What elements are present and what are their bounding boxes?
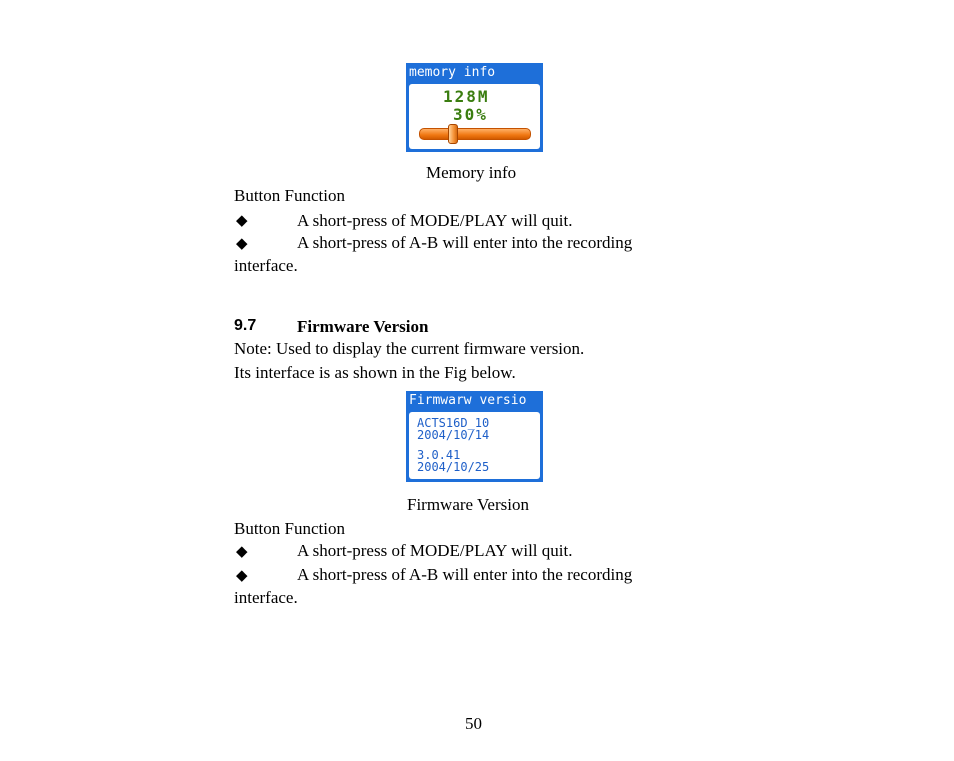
firmware-screen-title: Firmwarw versio: [409, 393, 527, 408]
memory-info-panel: [409, 84, 540, 149]
firmware-version-caption: Firmware Version: [407, 495, 529, 514]
bullet-text-2b: A short-press of A-B will enter into the recording: [297, 565, 633, 584]
memory-info-screen-title: memory info: [409, 65, 496, 80]
diamond-bullet-icon: ◆: [236, 213, 248, 229]
firmware-version-screen: [406, 391, 543, 482]
memory-usage-marker: [448, 124, 458, 144]
memory-info-caption: Memory info: [426, 163, 517, 182]
firmware-info-panel: [409, 412, 540, 479]
memory-percent-value: 30%: [453, 105, 488, 124]
note-text: Note: Used to display the current firmware version.: [234, 339, 585, 358]
memory-size-value: 128M: [443, 87, 490, 106]
memory-info-screen: [406, 63, 543, 152]
bullet-text-1b: A short-press of A-B will enter into the recording: [297, 233, 633, 252]
diamond-bullet-icon: ◆: [236, 236, 248, 252]
bullet-text-1b-continued: interface.: [234, 256, 298, 275]
section-number: 9.7: [234, 317, 257, 334]
diamond-bullet-icon: ◆: [236, 544, 248, 560]
page-number: 50: [465, 714, 482, 733]
button-function-label-2: Button Function: [234, 519, 345, 538]
bullet-text-1a: A short-press of MODE/PLAY will quit.: [297, 211, 573, 230]
bullet-text-2b-continued: interface.: [234, 588, 298, 607]
firmware-line-1: ACTS16D_10: [417, 416, 490, 430]
diamond-bullet-icon: ◆: [236, 568, 248, 584]
interface-text: Its interface is as shown in the Fig below.: [234, 363, 516, 382]
firmware-line-4: 2004/10/25: [417, 460, 490, 474]
section-title: Firmware Version: [297, 317, 429, 336]
button-function-label-1: Button Function: [234, 186, 345, 205]
memory-usage-bar: [419, 128, 531, 140]
firmware-line-2: 2004/10/14: [417, 428, 490, 442]
firmware-line-3: 3.0.41: [417, 448, 461, 462]
bullet-text-2a: A short-press of MODE/PLAY will quit.: [297, 541, 573, 560]
